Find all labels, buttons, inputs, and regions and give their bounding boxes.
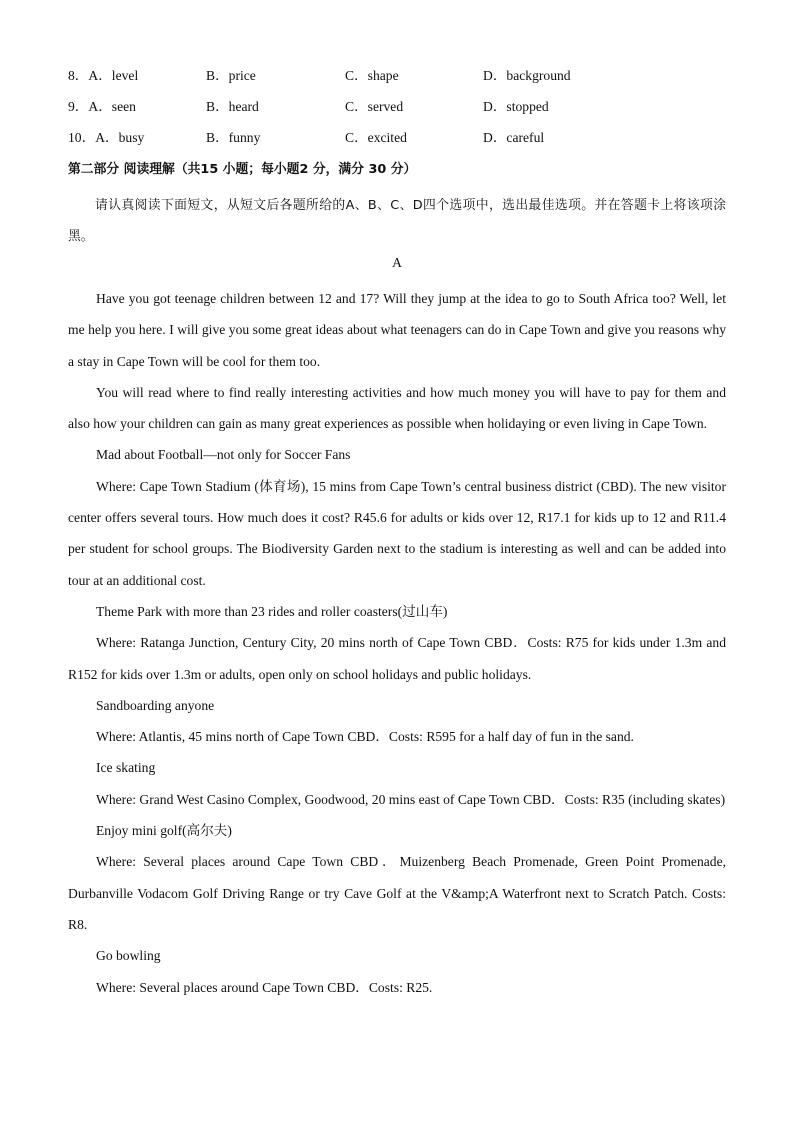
heading-theme-park: Theme Park with more than 23 rides and roller coasters(过山车) <box>96 603 448 619</box>
paragraph-theme-park: Where: Ratanga Junction, Century City, 20 mins north of Cape Town CBD．Costs: R75 for kids under 1.3m and R152 for kids over 1.3m or adults, open only on school holidays and public holidays. <box>68 635 726 682</box>
question-8-option-a: 8．A．level <box>68 68 139 83</box>
question-9-option-a: 9．A．seen <box>68 99 136 114</box>
paragraph-overview: You will read where to find really interesting activities and how much money you will have to pay for them and also how your children can gain as many great experiences as possible when holidaying or even living in Cape Town. <box>68 384 726 432</box>
question-8-option-c: C．shape <box>345 68 399 83</box>
heading-ice-skating: Ice skating <box>96 760 156 776</box>
section-title: 第二部分 阅读理解（共15 小题；每小题2 分，满分 30 分） <box>68 162 417 177</box>
paragraph-football: Where: Cape Town Stadium (体育场), 15 mins from Cape Town’s central business district (CBD). The new visitor center offers several tours. How much does it cost? R45.6 for adults or kids over 12, R17.1 for kids up to 12 and R11.4 per student for school groups. The Biodiversity Garden next to the stadium is interesting as well and can be added into tour at an additional cost. <box>68 478 726 588</box>
question-10-option-c: C．excited <box>345 130 407 145</box>
heading-sandboarding: Sandboarding anyone <box>96 697 215 713</box>
paragraph-bowling: Where: Several places around Cape Town CBD．Costs: R25. <box>96 979 433 995</box>
question-8-option-b: B．price <box>206 68 256 83</box>
question-9-option-b: B．heard <box>206 99 259 114</box>
passage-body <box>68 283 726 1003</box>
heading-mini-golf: Enjoy mini golf(高尔夫) <box>96 823 232 839</box>
question-10-option-d: D．careful <box>483 130 545 145</box>
paragraph-sandboarding: Where: Atlantis, 45 mins north of Cape Town CBD．Costs: R595 for a half day of fun in the sand. <box>96 729 634 745</box>
passage-label: A <box>392 255 402 270</box>
question-9-option-d: D．stopped <box>483 99 549 114</box>
section-instruction: 请认真阅读下面短文，从短文后各题所给的A、B、C、D四个选项中，选出最佳选项。并在答题卡上将该项涂黑。 <box>68 198 726 245</box>
heading-football: Mad about Football—not only for Soccer Fans <box>96 447 351 463</box>
question-9-option-c: C．served <box>345 99 404 114</box>
question-10-option-b: B．funny <box>206 130 261 145</box>
question-8-option-d: D．background <box>483 68 571 83</box>
heading-bowling: Go bowling <box>96 948 161 964</box>
paragraph-mini-golf: Where: Several places around Cape Town CBD．Muizenberg Beach Promenade, Green Point Promenade, Durbanville Vodacom Golf Driving Range or try Cave Golf at the V&amp;A Waterfront next to Scratch Patch. Costs: R8. <box>68 854 726 932</box>
paragraph-ice-skating: Where: Grand West Casino Complex, Goodwood, 20 mins east of Cape Town CBD．Costs: R35 (including skates) <box>96 791 726 807</box>
question-10-option-a: 10．A．busy <box>68 130 145 145</box>
paragraph-intro: Have you got teenage children between 12 and 17? Will they jump at the idea to go to South Africa too? Well, let me help you here. I will give you some great ideas about what teenagers can do in Cape Town and give you reasons why a stay in Cape Town will be cool for them too. <box>68 291 726 369</box>
